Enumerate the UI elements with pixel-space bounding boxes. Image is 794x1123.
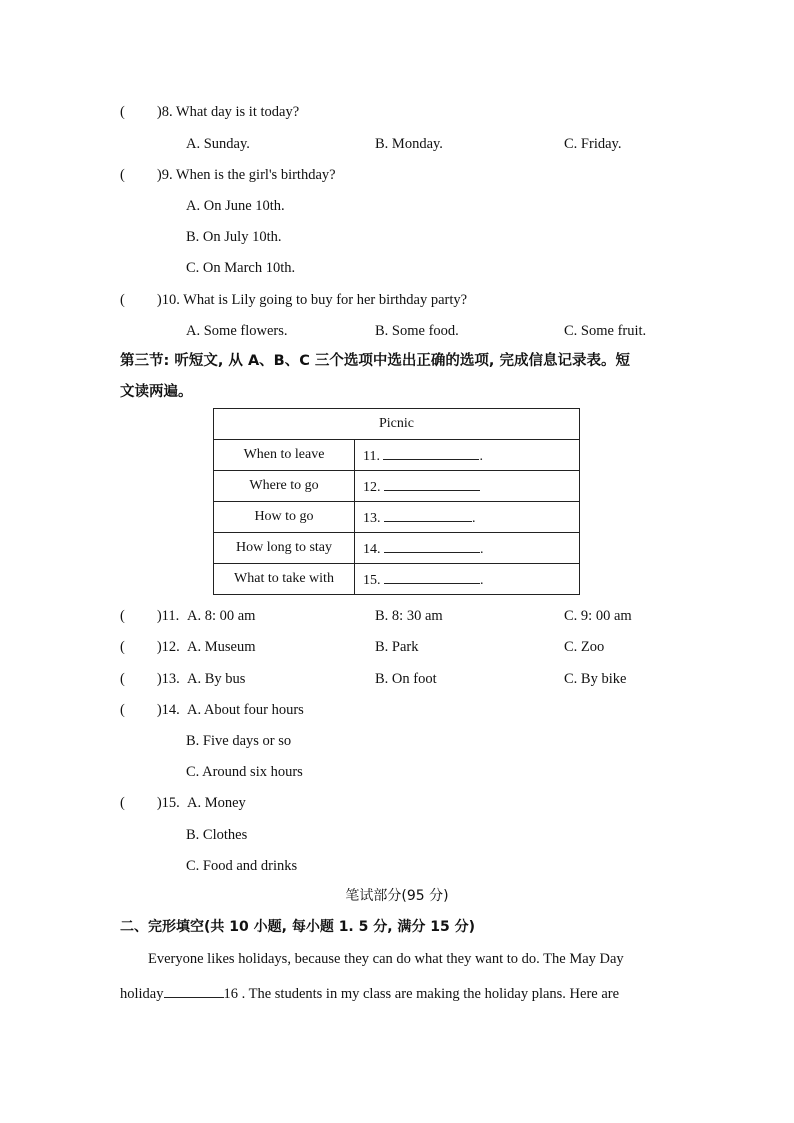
passage-line-1: Everyone likes holidays, because they can do what they want to do. The May Day bbox=[148, 951, 624, 967]
table-row bbox=[214, 564, 580, 595]
option-c: C. By bike bbox=[564, 671, 627, 687]
question-14 bbox=[120, 701, 180, 719]
table-row bbox=[214, 440, 580, 471]
answer-paren: ( bbox=[120, 167, 125, 183]
question-text: 9. When is the girl's birthday? bbox=[161, 167, 336, 183]
question-13 bbox=[120, 670, 180, 688]
passage-line-2 bbox=[120, 983, 674, 1003]
answer-paren: ( bbox=[120, 702, 125, 718]
answer-blank[interactable] bbox=[384, 476, 480, 491]
question-number: )13. bbox=[156, 671, 180, 687]
answer-paren: ( bbox=[120, 671, 125, 687]
question-9 bbox=[120, 166, 336, 184]
answer-cell: 11. . bbox=[355, 440, 580, 471]
table-header-row bbox=[214, 409, 580, 440]
question-number: )14. bbox=[156, 702, 180, 718]
picnic-info-table bbox=[213, 408, 580, 595]
row-label: What to take with bbox=[214, 564, 355, 595]
option-a: A. About four hours bbox=[187, 702, 304, 718]
option-b: B. Five days or so bbox=[186, 733, 292, 749]
blank-number: 15. bbox=[363, 573, 381, 588]
option-b: B. On foot bbox=[375, 671, 437, 687]
option-a: A. Sunday. bbox=[186, 136, 250, 152]
option-b: B. On July 10th. bbox=[186, 229, 282, 245]
section-3-instructions bbox=[120, 346, 680, 408]
table-title: Picnic bbox=[214, 409, 580, 440]
option-b: B. 8: 30 am bbox=[375, 608, 443, 624]
table-row bbox=[214, 502, 580, 533]
answer-paren-close: ) bbox=[156, 292, 162, 308]
option-a: A. 8: 00 am bbox=[187, 608, 256, 624]
option-b: B. Some food. bbox=[375, 323, 459, 339]
answer-paren-close: ) bbox=[156, 104, 162, 120]
question-number: )11. bbox=[156, 608, 180, 624]
option-c: C. Some fruit. bbox=[564, 323, 647, 339]
option-a: A. Museum bbox=[187, 639, 256, 655]
question-text: 8. What day is it today? bbox=[161, 104, 300, 120]
option-a: A. On June 10th. bbox=[186, 198, 285, 214]
question-12 bbox=[120, 638, 180, 656]
blank-number: 11. bbox=[363, 449, 380, 464]
option-c: C. 9: 00 am bbox=[564, 608, 632, 624]
answer-blank[interactable] bbox=[384, 507, 472, 522]
blank-number: 12. bbox=[363, 480, 381, 495]
option-c: C. Zoo bbox=[564, 639, 605, 655]
question-text: 10. What is Lily going to buy for her birthday party? bbox=[161, 292, 468, 308]
section-3-line-2: 文读两遍。 bbox=[120, 384, 193, 400]
answer-cell: 13. . bbox=[355, 502, 580, 533]
option-b: B. Park bbox=[375, 639, 419, 655]
table-row bbox=[214, 471, 580, 502]
section-3-line-1: 第三节: 听短文, 从 A、B、C 三个选项中选出正确的选项, 完成信息记录表。短 bbox=[120, 353, 630, 369]
answer-paren: ( bbox=[120, 639, 125, 655]
passage-text: holiday bbox=[120, 986, 164, 1002]
answer-paren: ( bbox=[120, 795, 125, 811]
blank-number: 13. bbox=[363, 511, 381, 526]
question-number: )12. bbox=[156, 639, 180, 655]
answer-cell: 14. . bbox=[355, 533, 580, 564]
option-a: A. Some flowers. bbox=[186, 323, 288, 339]
option-b: B. Clothes bbox=[186, 827, 248, 843]
option-b: B. Monday. bbox=[375, 136, 443, 152]
question-10 bbox=[120, 291, 467, 309]
passage-text: 16 . The students in my class are making the holiday plans. Here are bbox=[223, 986, 620, 1002]
blank-number: 14. bbox=[363, 542, 381, 557]
option-c: C. Friday. bbox=[564, 136, 622, 152]
written-part-heading: 笔试部分(95 分) bbox=[345, 888, 449, 904]
answer-cell: 15. . bbox=[355, 564, 580, 595]
answer-paren: ( bbox=[120, 104, 125, 120]
answer-paren-close: ) bbox=[156, 167, 162, 183]
question-8 bbox=[120, 103, 299, 121]
answer-paren: ( bbox=[120, 608, 125, 624]
option-c: C. Around six hours bbox=[186, 764, 303, 780]
row-label: How long to stay bbox=[214, 533, 355, 564]
answer-cell bbox=[355, 471, 580, 502]
cloze-blank-16[interactable] bbox=[164, 983, 224, 998]
section-2-title: 二、完形填空(共 10 小题, 每小题 1. 5 分, 满分 15 分) bbox=[120, 919, 476, 935]
answer-blank[interactable] bbox=[384, 538, 480, 553]
question-15 bbox=[120, 794, 180, 812]
option-c: C. Food and drinks bbox=[186, 858, 298, 874]
question-11 bbox=[120, 607, 179, 625]
row-label: How to go bbox=[214, 502, 355, 533]
row-label: When to leave bbox=[214, 440, 355, 471]
answer-blank[interactable] bbox=[383, 445, 479, 460]
option-a: A. Money bbox=[187, 795, 246, 811]
answer-paren: ( bbox=[120, 292, 125, 308]
option-c: C. On March 10th. bbox=[186, 260, 296, 276]
question-number: )15. bbox=[156, 795, 180, 811]
option-a: A. By bus bbox=[187, 671, 246, 687]
row-label: Where to go bbox=[214, 471, 355, 502]
answer-blank[interactable] bbox=[384, 569, 480, 584]
table-row bbox=[214, 533, 580, 564]
